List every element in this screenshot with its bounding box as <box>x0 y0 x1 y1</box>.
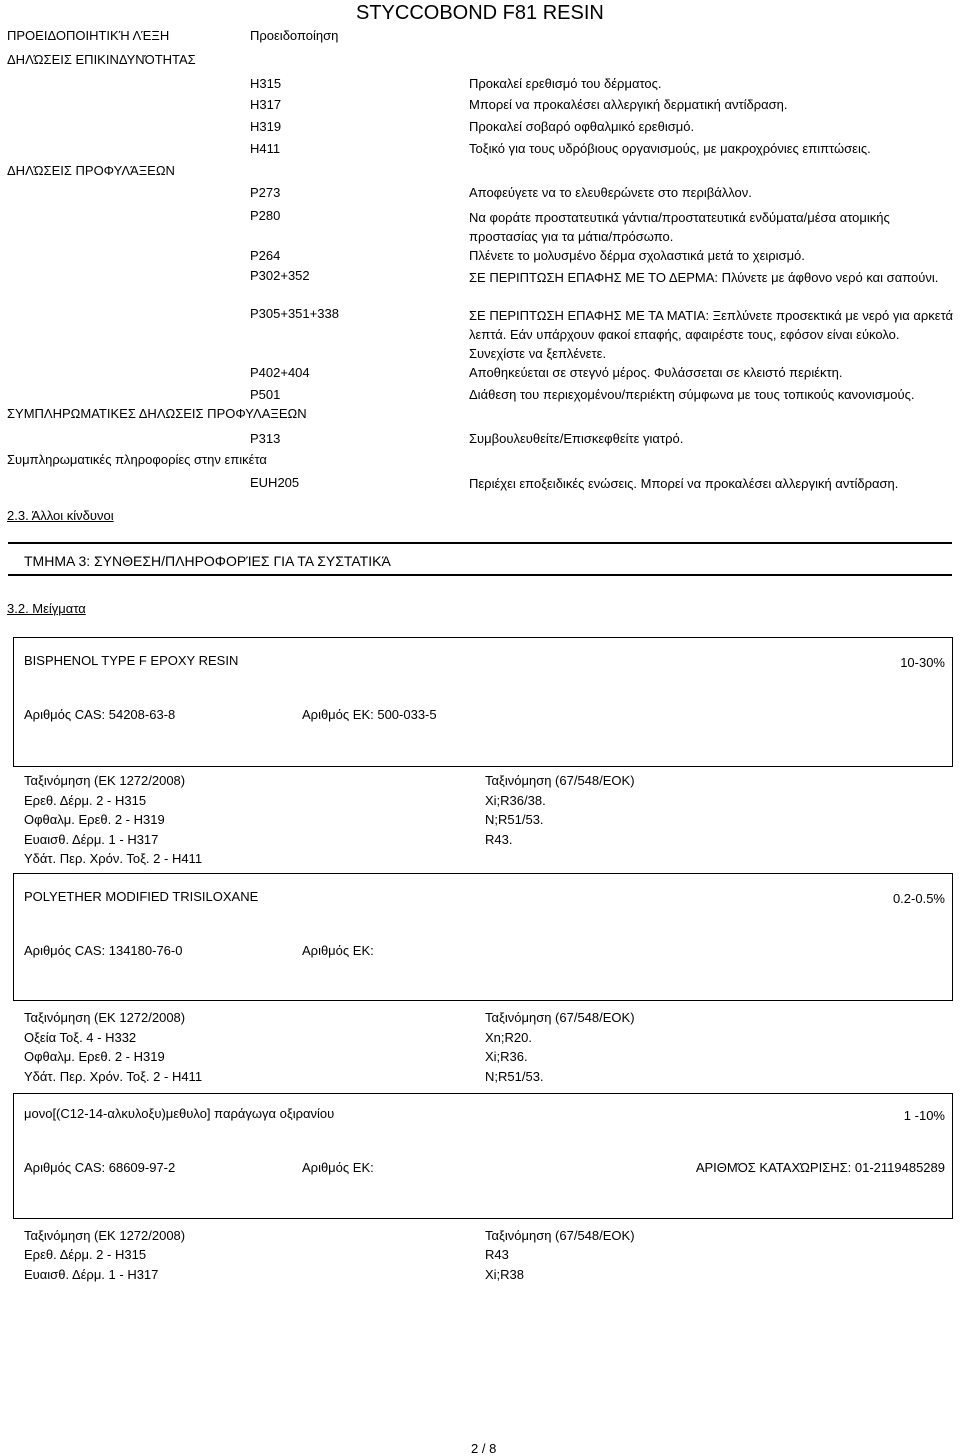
clp-item: Οφθαλμ. Ερεθ. 2 - H319 <box>24 1049 165 1064</box>
precaution-code: P305+351+338 <box>250 306 339 321</box>
supplementary-precautionary-label: ΣΥΜΠΛΗΡΩΜΑΤΙΚΕΣ ΔΗΛΩΣΕΙΣ ΠΡΟΦΥΛΑΞΕΩΝ <box>7 406 307 421</box>
clp-item: Οξεία Τοξ. 4 - H332 <box>24 1030 137 1045</box>
component-ec: Αριθμός ΕΚ: 500-033-5 <box>302 707 437 722</box>
dsd-item: Xn;R20. <box>485 1030 532 1045</box>
clp-classification-title: Ταξινόμηση (ΕΚ 1272/2008) <box>24 1228 186 1243</box>
component-name: BISPHENOL TYPE F EPOXY RESIN <box>24 653 239 668</box>
hazard-code: H411 <box>250 141 281 156</box>
clp-item: Υδάτ. Περ. Χρόν. Τοξ. 2 - H411 <box>24 1069 203 1084</box>
precaution-code: P302+352 <box>250 268 310 283</box>
supplementary-code: P313 <box>250 431 281 446</box>
precaution-text: ΣΕ ΠΕΡΙΠΤΩΣΗ ΕΠΑΦΗΣ ΜΕ ΤΟ ΔΕΡΜΑ: Πλύνετε με άφθονο νερό και σαπούνι. <box>469 270 939 285</box>
clp-item: Ευαισθ. Δέρμ. 1 - H317 <box>24 832 159 847</box>
hazard-text: Προκαλεί σοβαρό οφθαλμικό ερεθισμό. <box>469 119 695 134</box>
precaution-text: Αποφεύγετε να το ελευθερώνετε στο περιβάλλον. <box>469 185 752 200</box>
hazard-code: H317 <box>250 97 282 112</box>
component-ec: Αριθμός ΕΚ: <box>302 1160 374 1175</box>
euh-code: EUH205 <box>250 475 300 490</box>
hazard-text: Προκαλεί ερεθισμό του δέρματος. <box>469 76 662 91</box>
component-percentage: 10-30% <box>900 655 945 670</box>
clp-item: Ερεθ. Δέρμ. 2 - H315 <box>24 793 147 808</box>
clp-item: Οφθαλμ. Ερεθ. 2 - H319 <box>24 812 165 827</box>
dsd-item: R43 <box>485 1247 509 1262</box>
dsd-item: N;R51/53. <box>485 812 544 827</box>
precaution-code: P402+404 <box>250 365 310 380</box>
precaution-text: Αποθηκεύεται σε στεγνό μέρος. Φυλάσσεται σε κλειστό περιέκτη. <box>469 365 843 380</box>
clp-classification-title: Ταξινόμηση (ΕΚ 1272/2008) <box>24 1010 186 1025</box>
component-percentage: 1 -10% <box>903 1108 945 1123</box>
dsd-item: R43. <box>485 832 513 847</box>
component-name: POLYETHER MODIFIED TRISILOXANE <box>24 889 259 904</box>
component-cas: Αριθμός CAS: 54208-63-8 <box>24 707 176 722</box>
component-cas: Αριθμός CAS: 68609-97-2 <box>24 1160 176 1175</box>
supplementary-info-label: Συμπληρωματικές πληροφορίες στην επικέτα <box>7 452 267 467</box>
precaution-code: P264 <box>250 248 281 263</box>
supplementary-text: Συμβουλευθείτε/Επισκεφθείτε γιατρό. <box>469 431 684 446</box>
dsd-classification-title: Ταξινόμηση (67/548/ΕΟΚ) <box>485 1228 635 1243</box>
precaution-text: Πλένετε το μολυσμένο δέρμα σχολαστικά μετά το χειρισμό. <box>469 248 805 263</box>
section3-title: ΤΜΗΜΑ 3: ΣΥΝΘΕΣΗ/ΠΛΗΡΟΦΟΡΊΕΣ ΓΙΑ ΤΑ ΣΥΣΤΑΤΙΚΆ <box>24 553 391 569</box>
dsd-item: Xi;R38 <box>485 1267 525 1282</box>
clp-classification-title: Ταξινόμηση (ΕΚ 1272/2008) <box>24 773 186 788</box>
precautionary-label: ΔΗΛΏΣΕΙΣ ΠΡΟΦΥΛΆΞΕΩΝ <box>7 163 175 178</box>
page-number: 2 / 8 <box>471 1441 497 1456</box>
dsd-classification-title: Ταξινόμηση (67/548/ΕΟΚ) <box>485 1010 635 1025</box>
mixtures-heading: 3.2. Μείγματα <box>7 601 86 616</box>
hazard-statements-label: ΔΗΛΏΣΕΙΣ ΕΠΙΚΙΝΔΥΝΌΤΗΤΑΣ <box>7 52 196 67</box>
clp-item: Υδάτ. Περ. Χρόν. Τοξ. 2 - H411 <box>24 851 203 866</box>
dsd-item: Xi;R36. <box>485 1049 528 1064</box>
document-title: STYCCOBOND F81 RESIN <box>356 2 604 24</box>
clp-item: Ερεθ. Δέρμ. 2 - H315 <box>24 1247 147 1262</box>
component-ec: Αριθμός ΕΚ: <box>302 943 374 958</box>
hazard-text: Τοξικό για τους υδρόβιους οργανισμούς, με μακροχρόνιες επιπτώσεις. <box>469 141 871 156</box>
dsd-item: N;R51/53. <box>485 1069 544 1084</box>
precaution-text: Να φοράτε προστατευτικά γάντια/προστατευτικά ενδύματα/μέσα ατομικής προστασίας για τα μάτια/πρόσωπο. <box>469 210 890 244</box>
component-registration: ΑΡΙΘΜΌΣ ΚΑΤΑΧΏΡΙΣΗΣ: 01-2119485289 <box>695 1160 945 1175</box>
signal-word-value: Προειδοποίηση <box>250 28 339 43</box>
signal-word-label: ΠΡΟΕΙΔΟΠΟΙΗΤΙΚΉ ΛΈΞΗ <box>7 28 170 43</box>
euh-text: Περιέχει εποξειδικές ενώσεις. Μπορεί να προκαλέσει αλλεργική αντίδραση. <box>469 476 899 491</box>
component-name: μονο[(C12-14-αλκυλοξυ)μεθυλο] παράγωγα οξιρανίου <box>24 1106 335 1121</box>
other-hazards-heading: 2.3. Άλλοι κίνδυνοι <box>7 508 114 523</box>
hazard-code: H319 <box>250 119 282 134</box>
hazard-text: Μπορεί να προκαλέσει αλλεργική δερματική αντίδραση. <box>469 97 788 112</box>
dsd-classification-title: Ταξινόμηση (67/548/ΕΟΚ) <box>485 773 635 788</box>
dsd-item: Xi;R36/38. <box>485 793 546 808</box>
component-percentage: 0.2-0.5% <box>892 891 945 906</box>
component-cas: Αριθμός CAS: 134180-76-0 <box>24 943 183 958</box>
precaution-text: ΣΕ ΠΕΡΙΠΤΩΣΗ ΕΠΑΦΗΣ ΜΕ ΤΑ ΜΑΤΙΑ: Ξεπλύνετε προσεκτικά με νερό για αρκετά λεπτά. Εάν υπάρχουν φακοί επαφής, αφαιρέστε τους, εφόσον είναι εύκολο. Συνεχίστε να ξεπλένετε. <box>469 308 954 361</box>
precaution-code: P280 <box>250 208 281 223</box>
precaution-code: P273 <box>250 185 281 200</box>
clp-item: Ευαισθ. Δέρμ. 1 - H317 <box>24 1267 159 1282</box>
precaution-code: P501 <box>250 387 281 402</box>
precaution-text: Διάθεση του περιεχομένου/περιέκτη σύμφωνα με τους τοπικούς κανονισμούς. <box>469 387 915 402</box>
hazard-code: H315 <box>250 76 282 91</box>
